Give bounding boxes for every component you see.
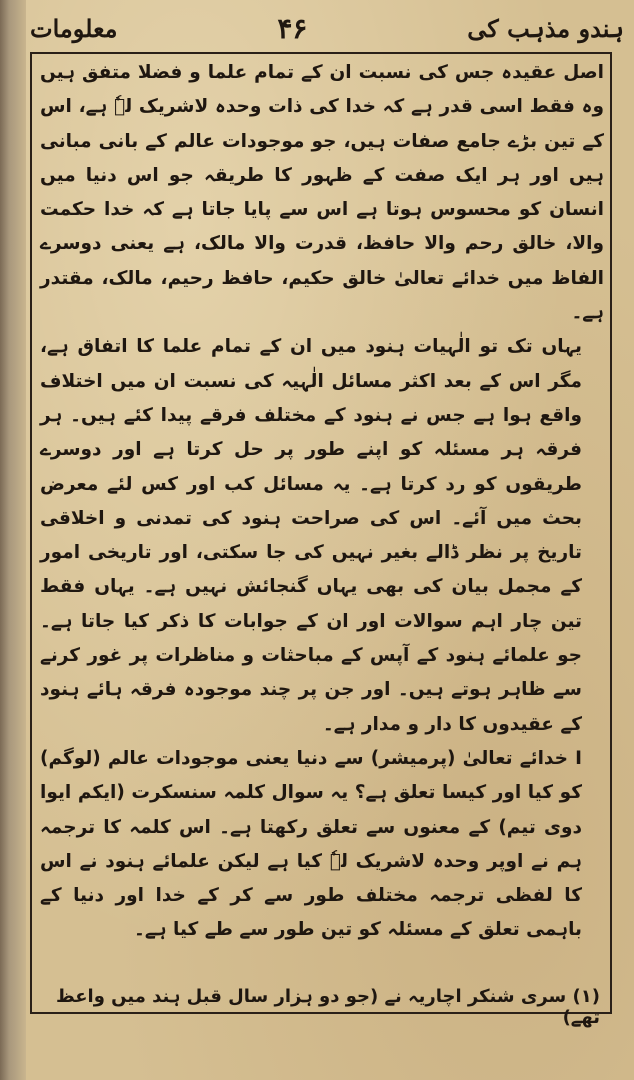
running-title-right: ہندو مذہب کی	[467, 13, 624, 43]
paragraph-2: یہاں تک تو الٰہیات ہنود میں ان کے تمام علما کا اتفاق ہے، مگر اس کے بعد اکثر مسائل الٰہیہ کی نسبت ان میں اختلاف واقع ہوا ہے جس نے ہنود کے مختلف فرقے پیدا کئے ہیں۔ ہر فرقہ ہر مسئلہ کو اپنے طور پر حل کرتا ہے اور دوسرے طریقوں کو رد کرتا ہے۔ یہ مسائل کب اور کس لئے معرض بحث میں آئے۔ اس کی صراحت ہنود کی تمدنی و اخلاقی تاریخ پر نظر ڈالے بغیر نہیں کی جا سکتی، اور تاریخی امور کے مجمل بیان کی بھی یہاں گنجائش نہیں ہے۔ یہاں فقط تین چار اہم سوالات اور ان کے جوابات کا ذکر کیا جاتا ہے۔ جو علمائے ہنود کے آپس کے مباحثات و مناظرات پر غور کرنے سے ظاہر ہوتے ہیں۔ اور جن پر چند موجودہ فرقہ ہائے ہنود کے عقیدوں کا دار و مدار ہے۔	[40, 336, 582, 735]
footnote: (۱) سری شنکر اچاریہ نے (جو دو ہزار سال قبل ہند میں واعظ تھے)	[55, 986, 600, 1028]
body-text	[40, 56, 604, 948]
running-title-left: معلومات	[30, 13, 118, 43]
page-number: ۴۶	[277, 11, 308, 45]
paragraph-1: اصل عقیدہ جس کی نسبت ان کے تمام علما و فضلا متفق ہیں وہ فقط اسی قدر ہے کہ خدا کی ذات وحدہ لاشریک لہٗ ہے، اس کے تین بڑے جامع صفات ہیں، جو موجودات عالم کے بانی مبانی ہیں اور ہر ایک صفت کے ظہور کا طریقہ جو اس دنیا میں انسان کو محسوس ہوتا ہے اس سے پایا جاتا ہے کہ خدا حکمت والا، خالق رحم والا حافظ، قدرت والا مالک، ہے یعنی دوسرے الفاظ میں خدائے تعالیٰ خالق حکیم، حافظ رحیم، مالک، مقتدر ہے۔	[40, 62, 604, 324]
page-header	[30, 8, 624, 48]
paragraph-3: I خدائے تعالیٰ (پرمیشر) سے دنیا یعنی موجودات عالم (لوگم) کو کیا اور کیسا تعلق ہے؟ یہ سوال کلمہ سنسکرت (ایکم ایوا دوی تیم) کے معنوں سے تعلق رکھتا ہے۔ اس کلمہ کا ترجمہ ہم نے اوپر وحدہ لاشریک لہٗ کیا ہے لیکن علمائے ہنود نے اس کا لفظی ترجمہ مختلف طور سے کر کے خدا اور دنیا کے باہمی تعلق کے مسئلہ کو تین طور سے طے کیا ہے۔	[40, 747, 582, 941]
book-binding	[0, 0, 26, 1080]
